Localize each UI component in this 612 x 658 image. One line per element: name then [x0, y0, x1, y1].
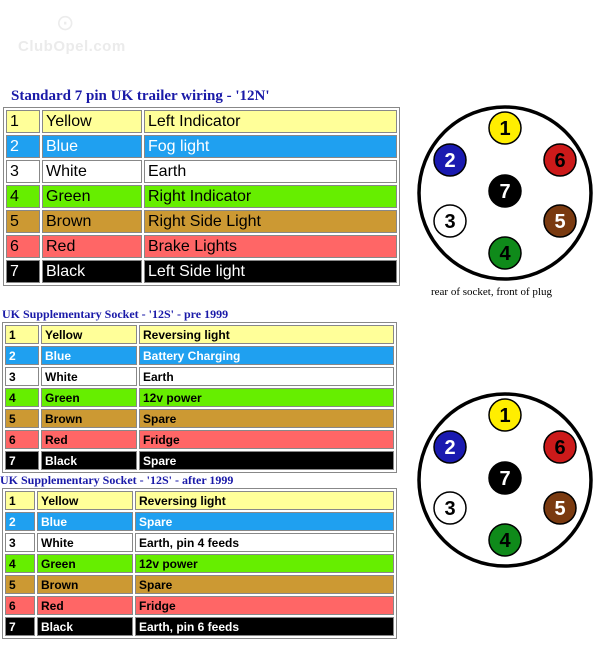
wire-colour-cell: Black: [37, 617, 133, 636]
socket-pin-1: [489, 399, 521, 431]
function-cell: Earth: [144, 160, 397, 183]
function-cell: Brake Lights: [144, 235, 397, 258]
function-cell: Fridge: [139, 430, 394, 449]
socket-pin-2: [434, 144, 466, 176]
wire-colour-cell: Red: [37, 596, 133, 615]
pin-label: 1: [499, 118, 511, 140]
pin-number-cell: 5: [6, 210, 40, 233]
pin-label: 4: [499, 243, 511, 265]
socket-pin-3: [434, 205, 466, 237]
wire-colour-cell: Blue: [37, 512, 133, 531]
function-cell: Right Indicator: [144, 185, 397, 208]
socket-pin-6: [544, 431, 576, 463]
function-cell: 12v power: [139, 388, 394, 407]
socket-pin-1: [489, 112, 521, 144]
wire-colour-cell: Blue: [42, 135, 142, 158]
pin-number-cell: 4: [5, 554, 35, 573]
pin-number-cell: 6: [6, 235, 40, 258]
socket-pin-4: [489, 524, 521, 556]
function-cell: Earth: [139, 367, 394, 386]
function-cell: Reversing light: [139, 325, 394, 344]
socket-pin-3: [434, 492, 466, 524]
pin-label: 1: [499, 405, 511, 427]
wire-colour-cell: White: [42, 160, 142, 183]
title-12s-after-1999: UK Supplementary Socket - '12S' - after 1999: [0, 473, 234, 487]
table-row: [5, 388, 394, 407]
table-row: [5, 409, 394, 428]
title-12n: Standard 7 pin UK trailer wiring - '12N': [11, 88, 270, 104]
pin-number-cell: 7: [6, 260, 40, 283]
pin-number-cell: 7: [5, 617, 35, 636]
wire-colour-cell: Red: [42, 235, 142, 258]
pin-number-cell: 5: [5, 575, 35, 594]
pin-label: 2: [444, 150, 456, 172]
pin-label: 4: [499, 530, 511, 552]
wire-colour-cell: Yellow: [37, 491, 133, 510]
table-row: [6, 110, 397, 133]
function-cell: 12v power: [135, 554, 394, 573]
wire-colour-cell: Brown: [37, 575, 133, 594]
function-cell: Spare: [139, 409, 394, 428]
wire-colour-cell: Brown: [41, 409, 137, 428]
pin-number-cell: 5: [5, 409, 39, 428]
watermark: [18, 10, 128, 60]
socket-caption: rear of socket, front of plug: [431, 286, 552, 298]
socket-diagram-12n: [414, 102, 596, 284]
pin-number-cell: 1: [6, 110, 40, 133]
table-row: [6, 235, 397, 258]
pin-number-cell: 6: [5, 596, 35, 615]
table-row: [6, 210, 397, 233]
table-row: [5, 346, 394, 365]
table-row: [5, 533, 394, 552]
socket-diagram-12s: [414, 389, 596, 571]
pin-label: 5: [554, 211, 566, 233]
table-row: [5, 554, 394, 573]
pin-label: 2: [444, 437, 456, 459]
function-cell: Earth, pin 4 feeds: [135, 533, 394, 552]
pin-number-cell: 7: [5, 451, 39, 470]
wire-colour-cell: Yellow: [41, 325, 137, 344]
wire-colour-cell: Yellow: [42, 110, 142, 133]
wire-colour-cell: Black: [42, 260, 142, 283]
function-cell: Left Indicator: [144, 110, 397, 133]
function-cell: Spare: [139, 451, 394, 470]
function-cell: Right Side Light: [144, 210, 397, 233]
pin-number-cell: 3: [5, 533, 35, 552]
function-cell: Reversing light: [135, 491, 394, 510]
wire-colour-cell: Black: [41, 451, 137, 470]
wire-colour-cell: Green: [42, 185, 142, 208]
table-12n: [3, 107, 400, 286]
function-cell: Spare: [135, 575, 394, 594]
table-row: [5, 451, 394, 470]
pin-number-cell: 2: [6, 135, 40, 158]
table-row: [5, 325, 394, 344]
pin-label: 5: [554, 498, 566, 520]
wire-colour-cell: Green: [37, 554, 133, 573]
socket-pin-7: [489, 175, 521, 207]
table-row: [5, 512, 394, 531]
pin-number-cell: 4: [6, 185, 40, 208]
pin-label: 6: [554, 150, 566, 172]
table-row: [5, 575, 394, 594]
pin-number-cell: 3: [5, 367, 39, 386]
function-cell: Fridge: [135, 596, 394, 615]
pin-number-cell: 3: [6, 160, 40, 183]
socket-pin-4: [489, 237, 521, 269]
opel-logo-icon: ⊙: [56, 10, 75, 35]
table-row: [5, 596, 394, 615]
pin-label: 7: [499, 181, 511, 203]
table-row: [5, 430, 394, 449]
table-row: [5, 367, 394, 386]
table-12s-after-1999: [2, 488, 397, 639]
table-12s-pre-1999: [2, 322, 397, 473]
table-row: [6, 160, 397, 183]
pin-label: 3: [444, 498, 456, 520]
wire-colour-cell: Red: [41, 430, 137, 449]
pin-number-cell: 4: [5, 388, 39, 407]
pin-number-cell: 2: [5, 512, 35, 531]
socket-pin-2: [434, 431, 466, 463]
function-cell: Left Side light: [144, 260, 397, 283]
wire-colour-cell: White: [37, 533, 133, 552]
pin-number-cell: 1: [5, 325, 39, 344]
socket-pin-7: [489, 462, 521, 494]
wire-colour-cell: Brown: [42, 210, 142, 233]
function-cell: Spare: [135, 512, 394, 531]
watermark-text: ClubOpel.com: [18, 38, 126, 55]
pin-label: 7: [499, 468, 511, 490]
socket-pin-5: [544, 205, 576, 237]
wire-colour-cell: Blue: [41, 346, 137, 365]
pin-label: 6: [554, 437, 566, 459]
table-row: [6, 185, 397, 208]
table-row: [5, 491, 394, 510]
pin-number-cell: 2: [5, 346, 39, 365]
wire-colour-cell: Green: [41, 388, 137, 407]
pin-number-cell: 6: [5, 430, 39, 449]
table-row: [6, 135, 397, 158]
function-cell: Battery Charging: [139, 346, 394, 365]
socket-pin-6: [544, 144, 576, 176]
function-cell: Earth, pin 6 feeds: [135, 617, 394, 636]
table-row: [5, 617, 394, 636]
function-cell: Fog light: [144, 135, 397, 158]
wire-colour-cell: White: [41, 367, 137, 386]
socket-pin-5: [544, 492, 576, 524]
pin-label: 3: [444, 211, 456, 233]
title-12s-pre-1999: UK Supplementary Socket - '12S' - pre 1999: [2, 307, 229, 321]
pin-number-cell: 1: [5, 491, 35, 510]
table-row: [6, 260, 397, 283]
